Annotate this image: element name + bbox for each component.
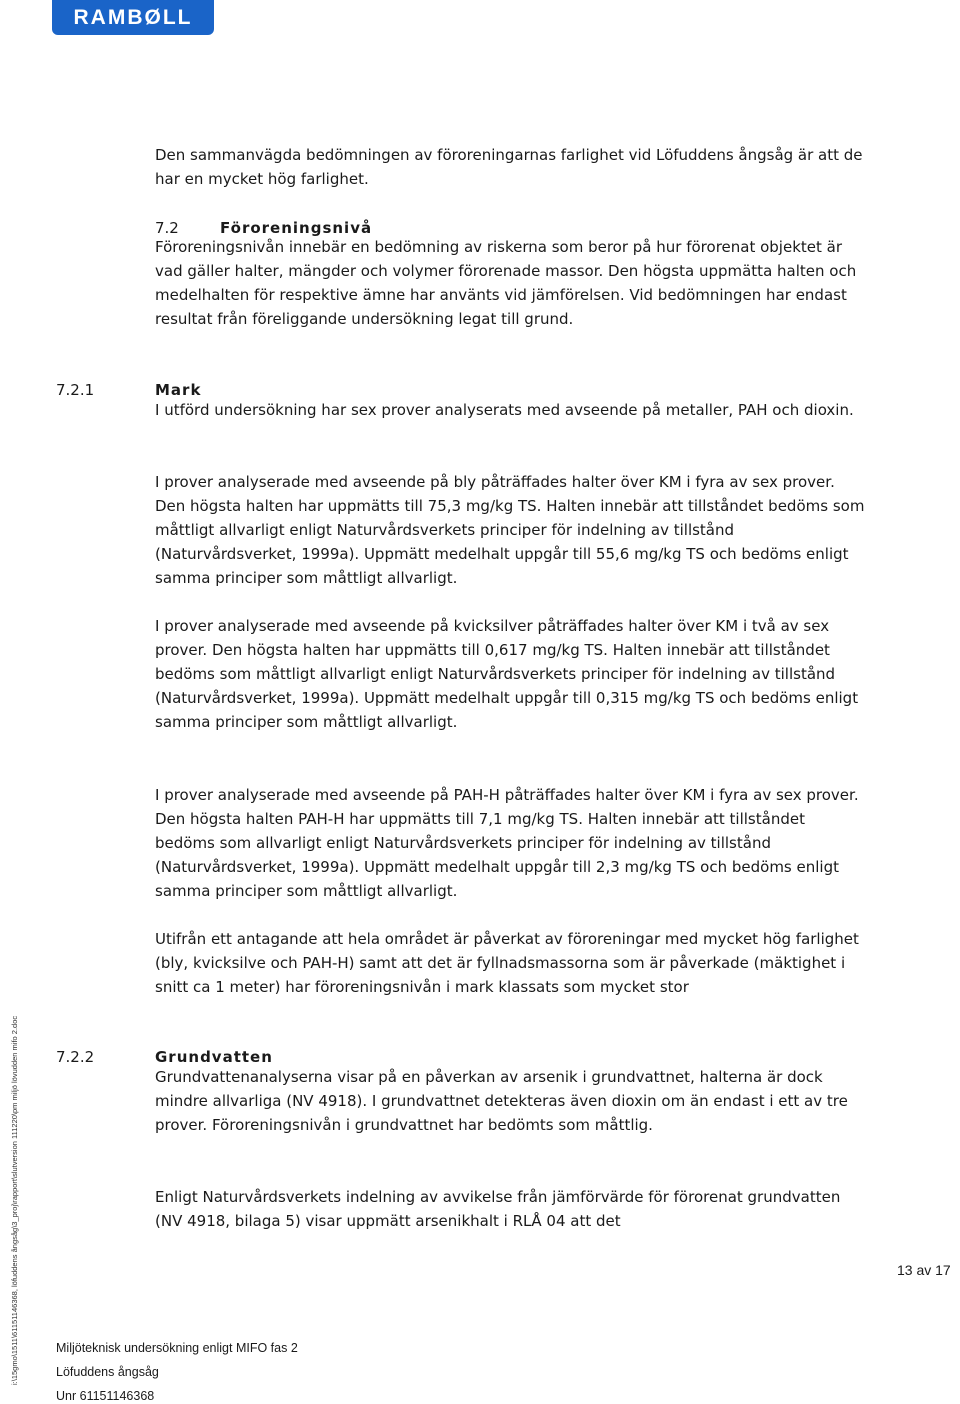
pah-paragraph: I prover analyserade med avseende på PAH-H påträffades halter över KM i fyra av sex prover. Den högsta halten PAH-H har uppmätts till 7,1 mg/kg TS. Halten innebär att tillståndet bedöms som allvarligt enligt Naturvårdsverkets principer för indelning av tillstånd (Naturvårdsverket, 1999a). Uppmätt medelhalt uppgår till 2,3 mg/kg TS och bedöms enligt samma principer som måttligt allvarligt.	[155, 786, 859, 900]
footer-site-name: Löfuddens ångsåg	[56, 1365, 159, 1379]
page-number: 13 av 17	[897, 1262, 951, 1278]
section-7-2-1-number: 7.2.1	[56, 381, 95, 399]
footer-project-number: Unr 61151146368	[56, 1389, 155, 1403]
section-7-2-paragraph: Föroreningsnivån innebär en bedömning av riskerna som beror på hur förorenat objektet är vad gäller halter, mängder och volymer förorenade massor. Den högsta uppmätta halten och medelhalten för respektive ämne har använts vid jämförelsen. Vid bedömningen har endast resultat från föreliggande undersökning legat till grund.	[155, 238, 857, 328]
mark-intro-paragraph: I utförd undersökning har sex prover analyserats med avseende på metaller, PAH och dioxin.	[155, 401, 854, 419]
kvicksilver-paragraph: I prover analyserade med avseende på kvicksilver påträffades halter över KM i två av sex prover. Den högsta halten har uppmätts till 0,617 mg/kg TS. Halten innebär att tillståndet bedöms som måttligt allvarligt enligt Naturvårdsverkets principer för indelning av tillstånd (Naturvårdsverket, 1999a). Uppmätt medelhalt uppgår till 0,315 mg/kg TS och bedöms enligt samma principer som måttligt allvarligt.	[155, 617, 859, 731]
bly-paragraph: I prover analyserade med avseende på bly påträffades halter över KM i fyra av sex prover. Den högsta halten har uppmätts till 75,3 mg/kg TS. Halten innebär att tillståndet bedöms som måttligt allvarligt enligt Naturvårdsverkets principer för indelning av tillstånd (Naturvårdsverket, 1999a). Uppmätt medelhalt uppgår till 55,6 mg/kg TS och bedöms enligt samma principer som måttligt allvarligt.	[155, 473, 865, 587]
section-7-2-number: 7.2	[155, 219, 179, 237]
logo-text: RAMBØLL	[73, 6, 193, 29]
intro-paragraph: Den sammanvägda bedömningen av föroreningarnas farlighet vid Löfuddens ångsåg är att de har en mycket hög farlighet.	[155, 146, 863, 188]
last-paragraph: Enligt Naturvårdsverkets indelning av avvikelse från jämförvärde för förorenat grundvatten (NV 4918, bilaga 5) visar uppmätt arsenikhalt i RLÅ 04 att det	[155, 1188, 841, 1230]
section-7-2-heading: Föroreningsnivå	[220, 219, 373, 237]
grundvatten-paragraph: Grundvattenanalyserna visar på en påverkan av arsenik i grundvattnet, halterna är dock mindre allvarliga (NV 4918). I grundvattnet detekteras även dioxin om än endast i ett av tre prover. Föroreningsnivån i grundvattnet har bedömts som måttlig.	[155, 1068, 848, 1134]
file-path-margin: i:\15gmo\1511\61151146368, löfuddens ångsåg\3_proj\rapport\slutversion 111220\pm miljö lövudden mifo 2.doc	[10, 1015, 19, 1385]
section-7-2-2-number: 7.2.2	[56, 1048, 95, 1066]
rambøll-logo	[52, 0, 214, 35]
section-7-2-2-heading: Grundvatten	[155, 1048, 273, 1066]
footer-report-title: Miljöteknisk undersökning enligt MIFO fas 2	[56, 1341, 298, 1355]
summary-paragraph: Utifrån ett antagande att hela området är påverkat av föroreningar med mycket hög farlighet (bly, kvicksilve och PAH-H) samt att det är fyllnadsmassorna som är påverkade (mäktighet i snitt ca 1 meter) har föroreningsnivån i mark klassats som mycket stor	[155, 930, 859, 996]
section-7-2-1-heading: Mark	[155, 381, 202, 399]
